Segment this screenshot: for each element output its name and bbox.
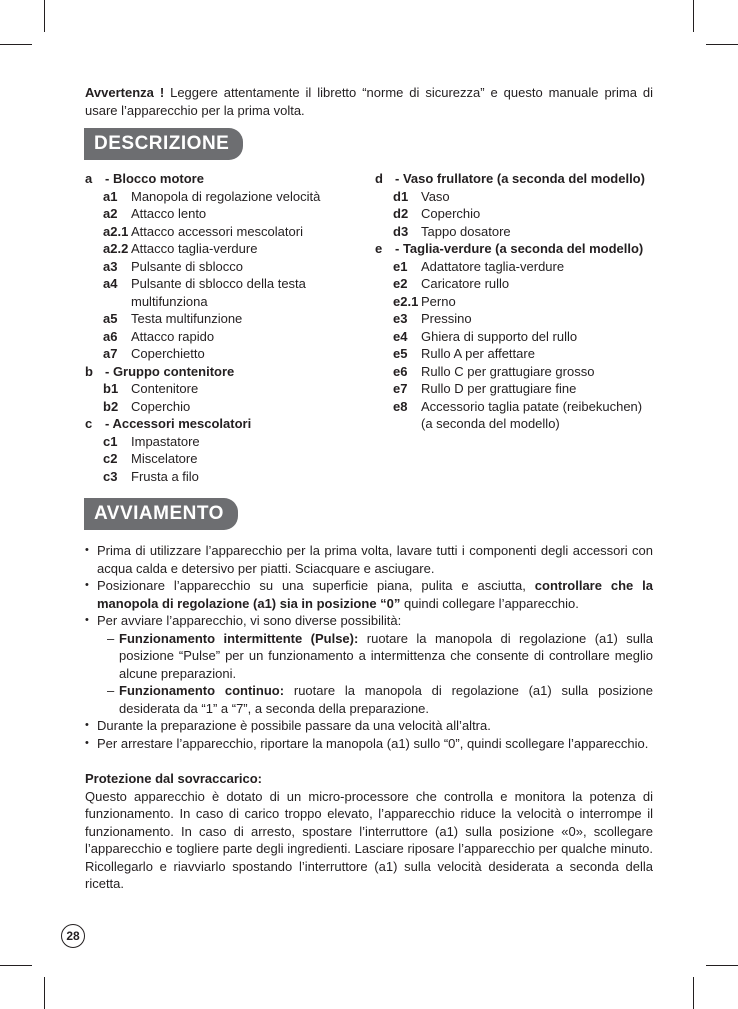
list-item <box>375 205 653 223</box>
description-columns <box>85 170 653 485</box>
crop-mark <box>693 0 694 32</box>
group-title: - Vaso frullatore (a seconda del modello) <box>395 171 645 186</box>
section-heading-avviamento: AVVIAMENTO <box>84 498 238 530</box>
group-header <box>375 170 653 188</box>
item-text: Pulsante di sblocco <box>131 258 244 274</box>
group-header <box>85 415 363 433</box>
group-header <box>85 363 363 381</box>
list-item <box>85 188 363 206</box>
list-item <box>85 450 363 468</box>
item-text: Accessorio taglia patate (reibekuchen) (a seconda del modello) <box>421 398 643 431</box>
warning-label: Avvertenza ! <box>85 85 165 100</box>
item-code: c3 <box>103 468 118 484</box>
list-item: • Durante la preparazione è possibile passare da una velocità all’altra. <box>85 717 653 735</box>
group-title: - Blocco motore <box>105 171 204 186</box>
item-code: a6 <box>103 328 118 344</box>
item-text: Miscelatore <box>131 451 198 466</box>
description-right-column <box>363 170 653 485</box>
item-code: e2.1 <box>393 293 419 309</box>
item-text: Manopola di regolazione velocità <box>131 188 321 204</box>
crop-mark <box>0 44 32 45</box>
list-item: • Per arrestare l’apparecchio, riportare la manopola (a1) sullo “0”, quindi scollegare l’apparecchio. <box>85 735 653 753</box>
warning-paragraph <box>85 84 653 119</box>
crop-mark <box>706 965 738 966</box>
crop-mark <box>44 977 45 1009</box>
item-text: Rullo C per grattugiare grosso <box>421 363 595 379</box>
list-item <box>85 328 363 346</box>
item-text: Attacco taglia-verdure <box>131 241 258 256</box>
item-code: c1 <box>103 433 118 449</box>
list-item <box>375 328 653 346</box>
description-left-column <box>85 170 363 485</box>
group-header <box>85 170 363 188</box>
protezione-text: Questo apparecchio è dotato di un micro-processore che controlla e monitora la potenza di funzionamento. In caso di carico troppo elevato, l’apparecchio riduce la velocità o interrompe il funzionamento. In caso di arresto, spostare l’interruttore (a1) sulla posizione «0», scollegare l’apparecchio e togliere parte degli ingredienti. Lasciare riposare l’apparecchio per qualche minuto. Ricollegarlo e riavviarlo spostando l’interruttore (a1) sulla velocità desiderata a seconda della ricetta. <box>85 788 653 891</box>
item-text: Perno <box>421 293 456 309</box>
group-title: - Accessori mescolatori <box>105 416 252 431</box>
group-title: - Taglia-verdure (a seconda del modello) <box>395 241 644 256</box>
item-code: e6 <box>393 363 408 379</box>
list-item <box>375 223 653 241</box>
item-text: Coperchio <box>421 206 481 221</box>
item-text: Adattatore taglia-verdure <box>421 258 565 274</box>
item-code: b2 <box>103 398 119 414</box>
item-text: Testa multifunzione <box>131 311 243 326</box>
crop-mark <box>0 965 32 966</box>
list-item <box>85 205 363 223</box>
item-code: e4 <box>393 328 408 344</box>
list-item <box>85 240 363 258</box>
item-code: e1 <box>393 258 408 274</box>
list-item <box>375 258 653 276</box>
warning-text: Leggere attentamente il libretto “norme di sicurezza” e questo manuale prima di usare l’apparecchio per la prima volta. <box>85 85 653 118</box>
item-code: d2 <box>393 206 409 221</box>
item-code: a1 <box>103 188 118 204</box>
group-letter: d <box>375 171 383 186</box>
item-text: Coperchietto <box>131 346 205 361</box>
group-letter: c <box>85 416 93 431</box>
item-code: a3 <box>103 258 118 274</box>
list-item <box>85 223 363 241</box>
item-text: Rullo D per grattugiare fine <box>421 381 577 396</box>
item-text: Rullo A per affettare <box>421 346 535 361</box>
item-text: Frusta a filo <box>131 468 199 484</box>
group-header <box>375 240 653 258</box>
page-number: 28 <box>61 924 85 948</box>
item-code: a2.1 <box>103 223 129 239</box>
item-text: Pressino <box>421 311 472 326</box>
item-code: c2 <box>103 451 118 466</box>
protezione-title: Protezione dal sovraccarico: <box>85 771 263 786</box>
item-code: a2.2 <box>103 241 129 256</box>
item-text: Caricatore rullo <box>421 276 510 291</box>
list-item <box>85 310 363 328</box>
sub-item: – Funzionamento continuo: ruotare la manopola di regolazione (a1) sulla posizione desiderata da “1” a “7”, a seconda della preparazione. <box>107 683 653 716</box>
item-code: b1 <box>103 381 119 396</box>
crop-mark <box>693 977 694 1009</box>
list-item <box>375 293 653 311</box>
item-text: Vaso <box>421 188 450 204</box>
item-code: e3 <box>393 311 408 326</box>
item-text: Attacco accessori mescolatori <box>131 223 303 239</box>
item-code: a2 <box>103 206 118 221</box>
list-item: • Prima di utilizzare l’apparecchio per la prima volta, lavare tutti i componenti degli accessori con acqua calda e detersivo per piatti. Sciacquare e asciugare. <box>85 542 653 577</box>
crop-mark <box>706 44 738 45</box>
list-item <box>85 433 363 451</box>
list-item <box>375 398 653 433</box>
item-text: Contenitore <box>131 381 199 396</box>
item-code: a4 <box>103 276 118 291</box>
list-item <box>375 380 653 398</box>
list-item <box>375 188 653 206</box>
section-heading-descrizione: DESCRIZIONE <box>84 128 243 160</box>
item-text: Coperchio <box>131 398 191 414</box>
page-content <box>85 84 653 893</box>
item-code: e8 <box>393 398 408 414</box>
sub-item: – Funzionamento intermittente (Pulse): ruotare la manopola di regolazione (a1) sulla posizione “Pulse” per un funzionamento a intermittenza che consente di controllare meglio alcune preparazioni. <box>107 630 653 681</box>
item-text: Tappo dosatore <box>421 223 511 239</box>
avviamento-list <box>85 542 653 752</box>
item-code: e2 <box>393 276 408 291</box>
item-text: Attacco lento <box>131 206 207 221</box>
crop-mark <box>44 0 45 32</box>
item-text: Attacco rapido <box>131 328 215 344</box>
item-code: e7 <box>393 381 408 396</box>
list-item: • Per avviare l’apparecchio, vi sono diverse possibilità: – Funzionamento intermittente (Pulse): ruotare la manopola di regolazione (a1) sulla posizione “Pulse” per un funzionamento a intermittenza che consente di controllare meglio alcune preparazioni. – Funzionamento continuo: ruotare la manopola di regolazione (a1) sulla posizione desiderata da “1” a “7”, a seconda della preparazione. <box>85 612 653 717</box>
item-text: Pulsante di sblocco della testa multifunziona <box>131 276 306 309</box>
group-letter: b <box>85 363 93 379</box>
list-item <box>85 380 363 398</box>
item-code: a7 <box>103 346 118 361</box>
list-item <box>85 398 363 416</box>
list-item <box>375 310 653 328</box>
item-code: a5 <box>103 311 118 326</box>
item-code: d3 <box>393 223 409 239</box>
item-code: d1 <box>393 188 409 204</box>
list-item: • Posizionare l’apparecchio su una superficie piana, pulita e asciutta, controllare che la manopola di regolazione (a1) sia in posizione “0” quindi collegare l’apparecchio. <box>85 577 653 612</box>
list-item <box>375 363 653 381</box>
list-item <box>85 275 363 310</box>
group-title: - Gruppo contenitore <box>105 363 235 379</box>
group-letter: a <box>85 171 93 186</box>
item-text: Ghiera di supporto del rullo <box>421 328 578 344</box>
list-item <box>85 468 363 486</box>
group-letter: e <box>375 241 383 256</box>
list-item <box>375 345 653 363</box>
item-text: Impastatore <box>131 433 200 449</box>
list-item <box>85 345 363 363</box>
item-code: e5 <box>393 346 408 361</box>
list-item <box>375 275 653 293</box>
list-item <box>85 258 363 276</box>
